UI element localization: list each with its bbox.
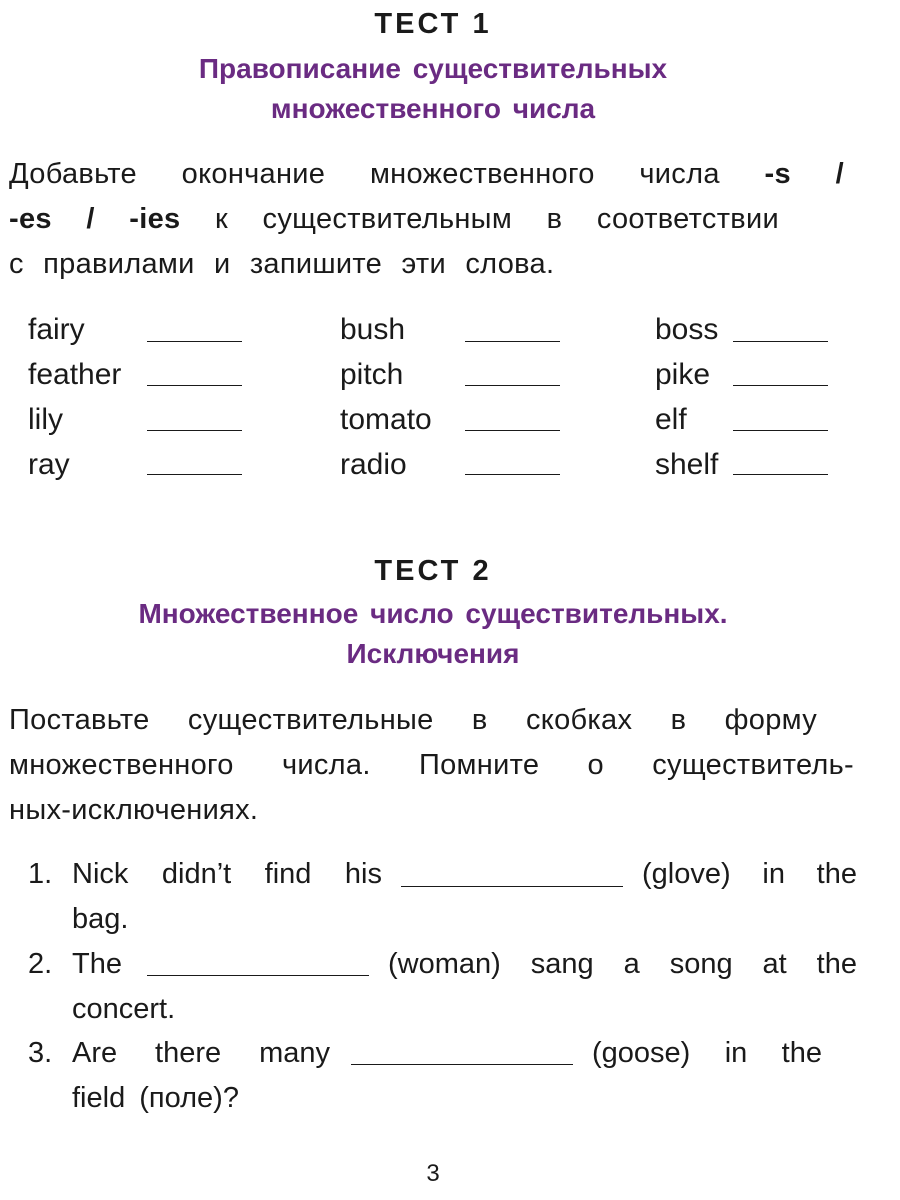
- word-item: shelf: [655, 448, 719, 481]
- word-item: fairy: [28, 313, 85, 346]
- test1-subtitle-line2: множественного числа: [270, 93, 596, 124]
- test2-subtitle-line2: Исключения: [346, 638, 520, 669]
- sentence-text: field (поле)?: [72, 1082, 239, 1114]
- sentence-number: 3.: [28, 1037, 53, 1069]
- test1-instruction-line2: -es / -ies к существительным в соответствии: [9, 203, 779, 235]
- test2-instruction-line2: множественного числа. Помните о существитель-: [9, 749, 854, 781]
- test1-title: ТЕСТ 1: [374, 8, 492, 40]
- answer-blank[interactable]: [733, 474, 828, 475]
- page-number: 3: [426, 1160, 440, 1187]
- sentence-text: (glove) in the: [642, 858, 857, 890]
- sentence-number: 2.: [28, 948, 53, 980]
- test2-subtitle-line1: Множественное число существительных.: [138, 598, 728, 629]
- word-item: elf: [655, 403, 687, 436]
- answer-blank[interactable]: [733, 385, 828, 386]
- word-item: boss: [655, 313, 719, 346]
- sentence-text: Nick didn’t find his: [72, 858, 382, 890]
- word-item: radio: [340, 448, 407, 481]
- answer-blank[interactable]: [147, 341, 242, 342]
- answer-blank[interactable]: [465, 385, 560, 386]
- test2-title: ТЕСТ 2: [374, 555, 492, 587]
- answer-blank[interactable]: [465, 341, 560, 342]
- answer-blank[interactable]: [401, 886, 623, 887]
- answer-blank[interactable]: [465, 430, 560, 431]
- answer-blank[interactable]: [147, 975, 369, 976]
- answer-blank[interactable]: [733, 430, 828, 431]
- sentence-text: concert.: [72, 993, 176, 1025]
- word-item: pitch: [340, 358, 404, 391]
- test1-instruction-line1: Добавьте окончание множественного числа -s /: [9, 158, 844, 190]
- sentence-text: bag.: [72, 903, 129, 935]
- sentence-number: 1.: [28, 858, 53, 890]
- word-item: tomato: [340, 403, 432, 436]
- answer-blank[interactable]: [465, 474, 560, 475]
- sentence-text: Are there many: [72, 1037, 330, 1069]
- test2-instruction-line1: Поставьте существительные в скобках в форму: [9, 704, 817, 736]
- word-item: lily: [28, 403, 63, 436]
- answer-blank[interactable]: [147, 430, 242, 431]
- sentence-text: (woman) sang a song at the: [388, 948, 857, 980]
- sentence-text: The: [72, 948, 122, 980]
- test1-instruction-line3: с правилами и запишите эти слова.: [9, 248, 555, 280]
- word-item: feather: [28, 358, 122, 391]
- word-item: pike: [655, 358, 711, 391]
- test2-instruction-line3: ных-исключениях.: [9, 794, 259, 826]
- word-item: bush: [340, 313, 406, 346]
- answer-blank[interactable]: [733, 341, 828, 342]
- test1-subtitle-line1: Правописание существительных: [198, 53, 668, 84]
- answer-blank[interactable]: [147, 474, 242, 475]
- sentence-text: (goose) in the: [592, 1037, 822, 1069]
- answer-blank[interactable]: [147, 385, 242, 386]
- answer-blank[interactable]: [351, 1064, 573, 1065]
- word-item: ray: [28, 448, 70, 481]
